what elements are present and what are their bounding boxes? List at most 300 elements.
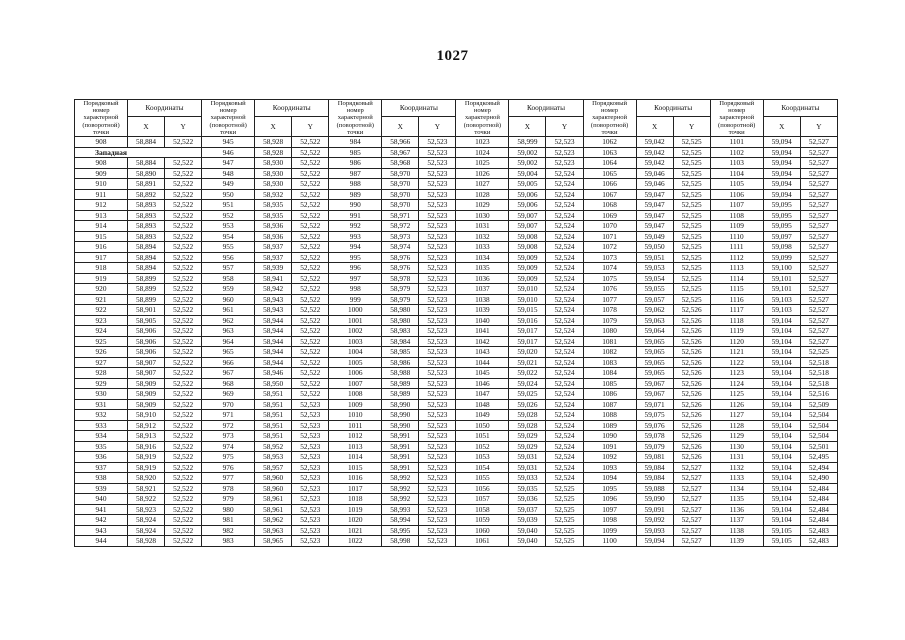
y-cell: 52,522 bbox=[292, 336, 329, 347]
point-number-cell: 940 bbox=[75, 494, 128, 505]
x-cell: 58,961 bbox=[255, 494, 292, 505]
x-cell: 58,921 bbox=[127, 483, 164, 494]
y-cell: 52,527 bbox=[800, 231, 837, 242]
y-cell: 52,523 bbox=[546, 147, 583, 158]
point-number-cell: 976 bbox=[202, 462, 255, 473]
point-number-cell: 930 bbox=[75, 389, 128, 400]
point-number-cell: 1089 bbox=[583, 420, 636, 431]
point-number-cell: 1088 bbox=[583, 410, 636, 421]
point-number-header: Порядковый номер характерной (поворотной) точки bbox=[75, 100, 128, 137]
x-cell: 59,033 bbox=[509, 473, 546, 484]
point-number-cell: 949 bbox=[202, 179, 255, 190]
x-cell: 59,035 bbox=[509, 483, 546, 494]
y-cell: 52,527 bbox=[800, 158, 837, 169]
x-cell: 59,091 bbox=[636, 504, 673, 515]
point-number-cell: 1066 bbox=[583, 179, 636, 190]
y-header: Y bbox=[292, 116, 329, 136]
x-header: X bbox=[127, 116, 164, 136]
x-cell: 59,103 bbox=[763, 294, 800, 305]
y-cell: 52,524 bbox=[546, 168, 583, 179]
y-cell: 52,525 bbox=[546, 504, 583, 515]
y-cell: 52,522 bbox=[165, 210, 202, 221]
y-cell: 52,524 bbox=[546, 179, 583, 190]
point-number-header: Порядковый номер характерной (поворотной) точки bbox=[710, 100, 763, 137]
x-cell: 59,104 bbox=[763, 515, 800, 526]
x-cell: 59,036 bbox=[509, 494, 546, 505]
y-cell: 52,518 bbox=[800, 368, 837, 379]
point-number-cell: 993 bbox=[329, 231, 382, 242]
point-number-cell: 982 bbox=[202, 525, 255, 536]
y-cell: 52,527 bbox=[800, 242, 837, 253]
x-cell: 59,104 bbox=[763, 315, 800, 326]
point-number-cell: 1068 bbox=[583, 200, 636, 211]
y-cell: 52,522 bbox=[292, 168, 329, 179]
point-number-cell: 1125 bbox=[710, 389, 763, 400]
x-cell: 59,054 bbox=[636, 273, 673, 284]
point-number-cell: 948 bbox=[202, 168, 255, 179]
point-number-cell: 1004 bbox=[329, 347, 382, 358]
x-cell: 59,094 bbox=[636, 536, 673, 547]
x-cell: 58,979 bbox=[382, 294, 419, 305]
point-number-cell: 933 bbox=[75, 420, 128, 431]
point-number-cell: 1020 bbox=[329, 515, 382, 526]
x-cell: 59,037 bbox=[509, 504, 546, 515]
point-number-cell: 934 bbox=[75, 431, 128, 442]
point-number-cell: 985 bbox=[329, 147, 382, 158]
y-cell: 52,523 bbox=[419, 305, 456, 316]
y-cell: 52,523 bbox=[419, 420, 456, 431]
x-cell: 58,907 bbox=[127, 357, 164, 368]
y-cell: 52,483 bbox=[800, 525, 837, 536]
point-number-cell: 1090 bbox=[583, 431, 636, 442]
x-cell: 58,901 bbox=[127, 305, 164, 316]
point-number-cell: 908 bbox=[75, 137, 128, 148]
x-cell: 58,962 bbox=[255, 515, 292, 526]
x-cell: 58,973 bbox=[382, 231, 419, 242]
table-row bbox=[75, 389, 838, 400]
x-cell: 58,884 bbox=[127, 158, 164, 169]
y-cell: 52,522 bbox=[292, 231, 329, 242]
y-cell: 52,526 bbox=[673, 399, 710, 410]
x-cell: 58,991 bbox=[382, 462, 419, 473]
y-cell: 52,523 bbox=[419, 504, 456, 515]
x-cell: 59,008 bbox=[509, 231, 546, 242]
x-cell: 58,922 bbox=[127, 494, 164, 505]
y-cell: 52,524 bbox=[546, 242, 583, 253]
x-cell: 58,924 bbox=[127, 525, 164, 536]
point-number-cell: 1018 bbox=[329, 494, 382, 505]
y-cell: 52,522 bbox=[165, 294, 202, 305]
y-cell: 52,522 bbox=[165, 473, 202, 484]
point-number-cell: 911 bbox=[75, 189, 128, 200]
y-cell: 52,523 bbox=[419, 462, 456, 473]
x-cell: 59,008 bbox=[509, 242, 546, 253]
table-row bbox=[75, 431, 838, 442]
table-row bbox=[75, 168, 838, 179]
point-number-cell: 1019 bbox=[329, 504, 382, 515]
y-cell: 52,522 bbox=[165, 168, 202, 179]
x-cell: 59,004 bbox=[509, 168, 546, 179]
y-cell: 52,524 bbox=[546, 263, 583, 274]
x-cell: 59,075 bbox=[636, 410, 673, 421]
x-cell: 59,100 bbox=[763, 263, 800, 274]
point-number-cell: 1130 bbox=[710, 441, 763, 452]
x-cell: 59,002 bbox=[509, 147, 546, 158]
coordinates-header: Координаты bbox=[636, 100, 710, 117]
x-cell: 58,960 bbox=[255, 483, 292, 494]
y-cell: 52,524 bbox=[546, 441, 583, 452]
point-number-cell: 1098 bbox=[583, 515, 636, 526]
point-number-cell: 1111 bbox=[710, 242, 763, 253]
y-cell: 52,518 bbox=[800, 378, 837, 389]
point-number-cell: 937 bbox=[75, 462, 128, 473]
x-cell: 58,970 bbox=[382, 179, 419, 190]
x-cell: 58,961 bbox=[255, 504, 292, 515]
x-cell: 58,951 bbox=[255, 389, 292, 400]
point-number-cell: 954 bbox=[202, 231, 255, 242]
y-cell: 52,522 bbox=[165, 357, 202, 368]
point-number-cell: 1057 bbox=[456, 494, 509, 505]
table-row bbox=[75, 210, 838, 221]
x-cell: 58,919 bbox=[127, 462, 164, 473]
point-number-cell: 1086 bbox=[583, 389, 636, 400]
point-number-cell: 1014 bbox=[329, 452, 382, 463]
x-cell: 59,104 bbox=[763, 368, 800, 379]
point-number-cell: 1007 bbox=[329, 378, 382, 389]
point-number-cell: 1027 bbox=[456, 179, 509, 190]
point-number-cell: 981 bbox=[202, 515, 255, 526]
y-cell: 52,523 bbox=[292, 483, 329, 494]
point-number-header: Порядковый номер характерной (поворотной) точки bbox=[456, 100, 509, 137]
point-number-cell: 968 bbox=[202, 378, 255, 389]
y-cell: 52,522 bbox=[292, 158, 329, 169]
y-cell: 52,526 bbox=[673, 357, 710, 368]
point-number-cell: 1034 bbox=[456, 252, 509, 263]
x-cell: 59,095 bbox=[763, 210, 800, 221]
y-cell: 52,527 bbox=[800, 210, 837, 221]
point-number-cell: 1091 bbox=[583, 441, 636, 452]
point-number-cell: 1105 bbox=[710, 179, 763, 190]
point-number-cell: 1067 bbox=[583, 189, 636, 200]
y-cell: 52,525 bbox=[673, 294, 710, 305]
table-row bbox=[75, 263, 838, 274]
x-cell: 58,957 bbox=[255, 462, 292, 473]
table-row bbox=[75, 315, 838, 326]
x-cell: 58,976 bbox=[382, 263, 419, 274]
x-cell: 58,998 bbox=[382, 536, 419, 547]
x-cell: 58,951 bbox=[255, 431, 292, 442]
x-cell: 58,906 bbox=[127, 347, 164, 358]
x-cell: 58,928 bbox=[255, 137, 292, 148]
y-cell: 52,522 bbox=[165, 221, 202, 232]
point-number-cell: 1103 bbox=[710, 158, 763, 169]
x-cell: 59,040 bbox=[509, 536, 546, 547]
table-row bbox=[75, 242, 838, 253]
x-cell: 58,968 bbox=[382, 158, 419, 169]
y-cell: 52,526 bbox=[673, 336, 710, 347]
y-cell: 52,523 bbox=[419, 137, 456, 148]
point-number-cell: 956 bbox=[202, 252, 255, 263]
point-number-cell: 1021 bbox=[329, 525, 382, 536]
point-number-cell: 1119 bbox=[710, 326, 763, 337]
y-cell: 52,523 bbox=[419, 483, 456, 494]
x-cell: 58,906 bbox=[127, 326, 164, 337]
point-number-cell: 931 bbox=[75, 399, 128, 410]
x-cell: 58,909 bbox=[127, 378, 164, 389]
y-cell: 52,522 bbox=[165, 389, 202, 400]
x-cell: 58,989 bbox=[382, 378, 419, 389]
x-cell: 59,104 bbox=[763, 441, 800, 452]
x-cell: 58,995 bbox=[382, 525, 419, 536]
x-cell: 59,084 bbox=[636, 473, 673, 484]
y-cell: 52,522 bbox=[292, 284, 329, 295]
y-cell: 52,526 bbox=[673, 431, 710, 442]
y-cell: 52,523 bbox=[419, 147, 456, 158]
y-cell: 52,522 bbox=[165, 158, 202, 169]
y-cell: 52,527 bbox=[800, 326, 837, 337]
y-cell: 52,527 bbox=[673, 473, 710, 484]
x-cell: 59,049 bbox=[636, 231, 673, 242]
y-cell: 52,522 bbox=[165, 305, 202, 316]
x-cell: 59,055 bbox=[636, 284, 673, 295]
y-cell: 52,527 bbox=[673, 483, 710, 494]
point-number-cell: 1104 bbox=[710, 168, 763, 179]
point-number-cell: 1043 bbox=[456, 347, 509, 358]
point-number-cell: 927 bbox=[75, 357, 128, 368]
x-cell: 58,893 bbox=[127, 210, 164, 221]
x-cell: 59,020 bbox=[509, 347, 546, 358]
point-number-cell: 1058 bbox=[456, 504, 509, 515]
y-cell: 52,525 bbox=[673, 137, 710, 148]
y-cell: 52,527 bbox=[800, 305, 837, 316]
table-row bbox=[75, 536, 838, 547]
x-cell: 58,978 bbox=[382, 273, 419, 284]
point-number-cell: 959 bbox=[202, 284, 255, 295]
table-row bbox=[75, 378, 838, 389]
x-cell: 59,065 bbox=[636, 336, 673, 347]
x-cell: 59,104 bbox=[763, 483, 800, 494]
y-cell: 52,524 bbox=[546, 420, 583, 431]
point-number-cell: 996 bbox=[329, 263, 382, 274]
point-number-cell: 1051 bbox=[456, 431, 509, 442]
x-cell: 59,005 bbox=[509, 179, 546, 190]
x-cell: 58,953 bbox=[255, 452, 292, 463]
x-cell: 59,010 bbox=[509, 284, 546, 295]
x-cell: 59,067 bbox=[636, 389, 673, 400]
y-cell: 52,522 bbox=[292, 200, 329, 211]
point-number-cell: 1113 bbox=[710, 263, 763, 274]
point-number-cell: 1131 bbox=[710, 452, 763, 463]
x-cell: 59,057 bbox=[636, 294, 673, 305]
point-number-cell: 1136 bbox=[710, 504, 763, 515]
x-cell: 58,905 bbox=[127, 315, 164, 326]
point-number-cell: 972 bbox=[202, 420, 255, 431]
x-cell: 58,909 bbox=[127, 399, 164, 410]
point-number-cell: 1115 bbox=[710, 284, 763, 295]
y-cell: 52,523 bbox=[292, 504, 329, 515]
y-cell: 52,495 bbox=[800, 452, 837, 463]
x-cell: 59,028 bbox=[509, 410, 546, 421]
x-cell: 58,944 bbox=[255, 357, 292, 368]
y-cell: 52,484 bbox=[800, 515, 837, 526]
point-number-header: Порядковый номер характерной (поворотной) точки bbox=[583, 100, 636, 137]
y-cell: 52,504 bbox=[800, 420, 837, 431]
coordinates-header: Координаты bbox=[509, 100, 583, 117]
x-cell: 58,936 bbox=[255, 231, 292, 242]
point-number-cell: 1046 bbox=[456, 378, 509, 389]
x-cell: 59,047 bbox=[636, 200, 673, 211]
x-cell: 59,104 bbox=[763, 357, 800, 368]
y-cell: 52,524 bbox=[546, 389, 583, 400]
point-number-cell: 999 bbox=[329, 294, 382, 305]
point-number-cell: 1037 bbox=[456, 284, 509, 295]
y-cell: 52,523 bbox=[419, 347, 456, 358]
y-cell: 52,524 bbox=[546, 431, 583, 442]
point-number-cell: 1063 bbox=[583, 147, 636, 158]
y-cell: 52,522 bbox=[165, 189, 202, 200]
y-cell: 52,526 bbox=[673, 368, 710, 379]
point-number-cell: 1047 bbox=[456, 389, 509, 400]
y-cell: 52,525 bbox=[673, 221, 710, 232]
y-cell: 52,523 bbox=[292, 431, 329, 442]
point-number-cell: 1055 bbox=[456, 473, 509, 484]
y-cell: 52,525 bbox=[673, 263, 710, 274]
point-number-cell: 951 bbox=[202, 200, 255, 211]
y-cell: 52,527 bbox=[800, 189, 837, 200]
y-cell: 52,524 bbox=[546, 231, 583, 242]
table-row bbox=[75, 504, 838, 515]
x-cell: 59,009 bbox=[509, 273, 546, 284]
point-number-cell: 953 bbox=[202, 221, 255, 232]
y-cell: 52,527 bbox=[673, 536, 710, 547]
point-number-cell: 1139 bbox=[710, 536, 763, 547]
y-cell: 52,504 bbox=[800, 410, 837, 421]
point-number-cell: 992 bbox=[329, 221, 382, 232]
x-cell: 59,104 bbox=[763, 452, 800, 463]
point-number-cell: 1099 bbox=[583, 525, 636, 536]
point-number-cell: 912 bbox=[75, 200, 128, 211]
x-cell: 59,104 bbox=[763, 378, 800, 389]
x-header: X bbox=[382, 116, 419, 136]
y-cell: 52,522 bbox=[165, 452, 202, 463]
point-number-cell: 1044 bbox=[456, 357, 509, 368]
x-cell: 58,991 bbox=[382, 452, 419, 463]
point-number-cell: 1038 bbox=[456, 294, 509, 305]
point-number-cell: 944 bbox=[75, 536, 128, 547]
y-cell: 52,522 bbox=[292, 137, 329, 148]
x-cell: 59,098 bbox=[763, 242, 800, 253]
y-cell: 52,523 bbox=[419, 252, 456, 263]
header-row bbox=[75, 100, 838, 117]
point-number-cell: 928 bbox=[75, 368, 128, 379]
point-number-cell: 1070 bbox=[583, 221, 636, 232]
y-cell: 52,522 bbox=[292, 315, 329, 326]
y-cell: 52,523 bbox=[419, 336, 456, 347]
table-body bbox=[75, 137, 838, 547]
point-number-cell: 929 bbox=[75, 378, 128, 389]
y-cell: 52,522 bbox=[292, 347, 329, 358]
point-number-cell: 947 bbox=[202, 158, 255, 169]
y-cell: 52,527 bbox=[800, 284, 837, 295]
x-cell: 58,894 bbox=[127, 252, 164, 263]
y-cell: 52,522 bbox=[165, 536, 202, 547]
y-cell: 52,527 bbox=[673, 515, 710, 526]
y-cell: 52,527 bbox=[800, 147, 837, 158]
y-cell: 52,523 bbox=[419, 326, 456, 337]
point-number-cell: 1006 bbox=[329, 368, 382, 379]
x-cell: 59,103 bbox=[763, 305, 800, 316]
point-number-cell: 915 bbox=[75, 231, 128, 242]
y-cell: 52,527 bbox=[800, 137, 837, 148]
y-cell: 52,522 bbox=[165, 441, 202, 452]
y-cell: 52,524 bbox=[546, 252, 583, 263]
x-cell: 58,950 bbox=[255, 378, 292, 389]
y-cell: 52,522 bbox=[165, 525, 202, 536]
point-number-cell: 1117 bbox=[710, 305, 763, 316]
point-number-cell: 1116 bbox=[710, 294, 763, 305]
x-cell: 58,937 bbox=[255, 252, 292, 263]
y-cell: 52,523 bbox=[419, 200, 456, 211]
table-row bbox=[75, 462, 838, 473]
x-cell: 58,976 bbox=[382, 252, 419, 263]
point-number-cell: 991 bbox=[329, 210, 382, 221]
point-number-cell: 1036 bbox=[456, 273, 509, 284]
x-cell: 59,101 bbox=[763, 273, 800, 284]
point-number-cell: 925 bbox=[75, 336, 128, 347]
y-cell: 52,523 bbox=[419, 158, 456, 169]
y-cell: 52,525 bbox=[673, 147, 710, 158]
y-cell: 52,526 bbox=[673, 378, 710, 389]
point-number-cell: 977 bbox=[202, 473, 255, 484]
x-cell: 58,993 bbox=[382, 504, 419, 515]
x-cell: 58,960 bbox=[255, 473, 292, 484]
x-cell: 58,991 bbox=[382, 441, 419, 452]
x-cell: 58,944 bbox=[255, 336, 292, 347]
table-row bbox=[75, 305, 838, 316]
y-cell: 52,523 bbox=[419, 315, 456, 326]
x-cell: 59,006 bbox=[509, 200, 546, 211]
x-cell: 59,025 bbox=[509, 389, 546, 400]
x-cell: 59,017 bbox=[509, 336, 546, 347]
y-cell: 52,527 bbox=[800, 168, 837, 179]
point-number-cell: 1114 bbox=[710, 273, 763, 284]
x-cell: 58,884 bbox=[127, 137, 164, 148]
x-cell: 59,104 bbox=[763, 473, 800, 484]
point-number-cell: 1076 bbox=[583, 284, 636, 295]
y-cell: 52,525 bbox=[546, 494, 583, 505]
x-cell: 59,046 bbox=[636, 168, 673, 179]
table-row bbox=[75, 231, 838, 242]
point-number-cell: 961 bbox=[202, 305, 255, 316]
y-cell: 52,522 bbox=[165, 515, 202, 526]
y-cell: 52,523 bbox=[419, 263, 456, 274]
point-number-cell: 964 bbox=[202, 336, 255, 347]
point-number-cell: 986 bbox=[329, 158, 382, 169]
x-cell: 59,050 bbox=[636, 242, 673, 253]
point-number-cell: 978 bbox=[202, 483, 255, 494]
x-cell: 59,104 bbox=[763, 504, 800, 515]
x-cell: 58,909 bbox=[127, 389, 164, 400]
x-cell: 59,053 bbox=[636, 263, 673, 274]
y-cell: 52,522 bbox=[165, 336, 202, 347]
x-cell: 59,093 bbox=[636, 525, 673, 536]
y-cell: 52,527 bbox=[800, 263, 837, 274]
x-cell: 59,029 bbox=[509, 431, 546, 442]
x-cell: 58,972 bbox=[382, 221, 419, 232]
x-cell: 58,952 bbox=[255, 441, 292, 452]
point-number-cell: 971 bbox=[202, 410, 255, 421]
x-cell: 58,951 bbox=[255, 420, 292, 431]
